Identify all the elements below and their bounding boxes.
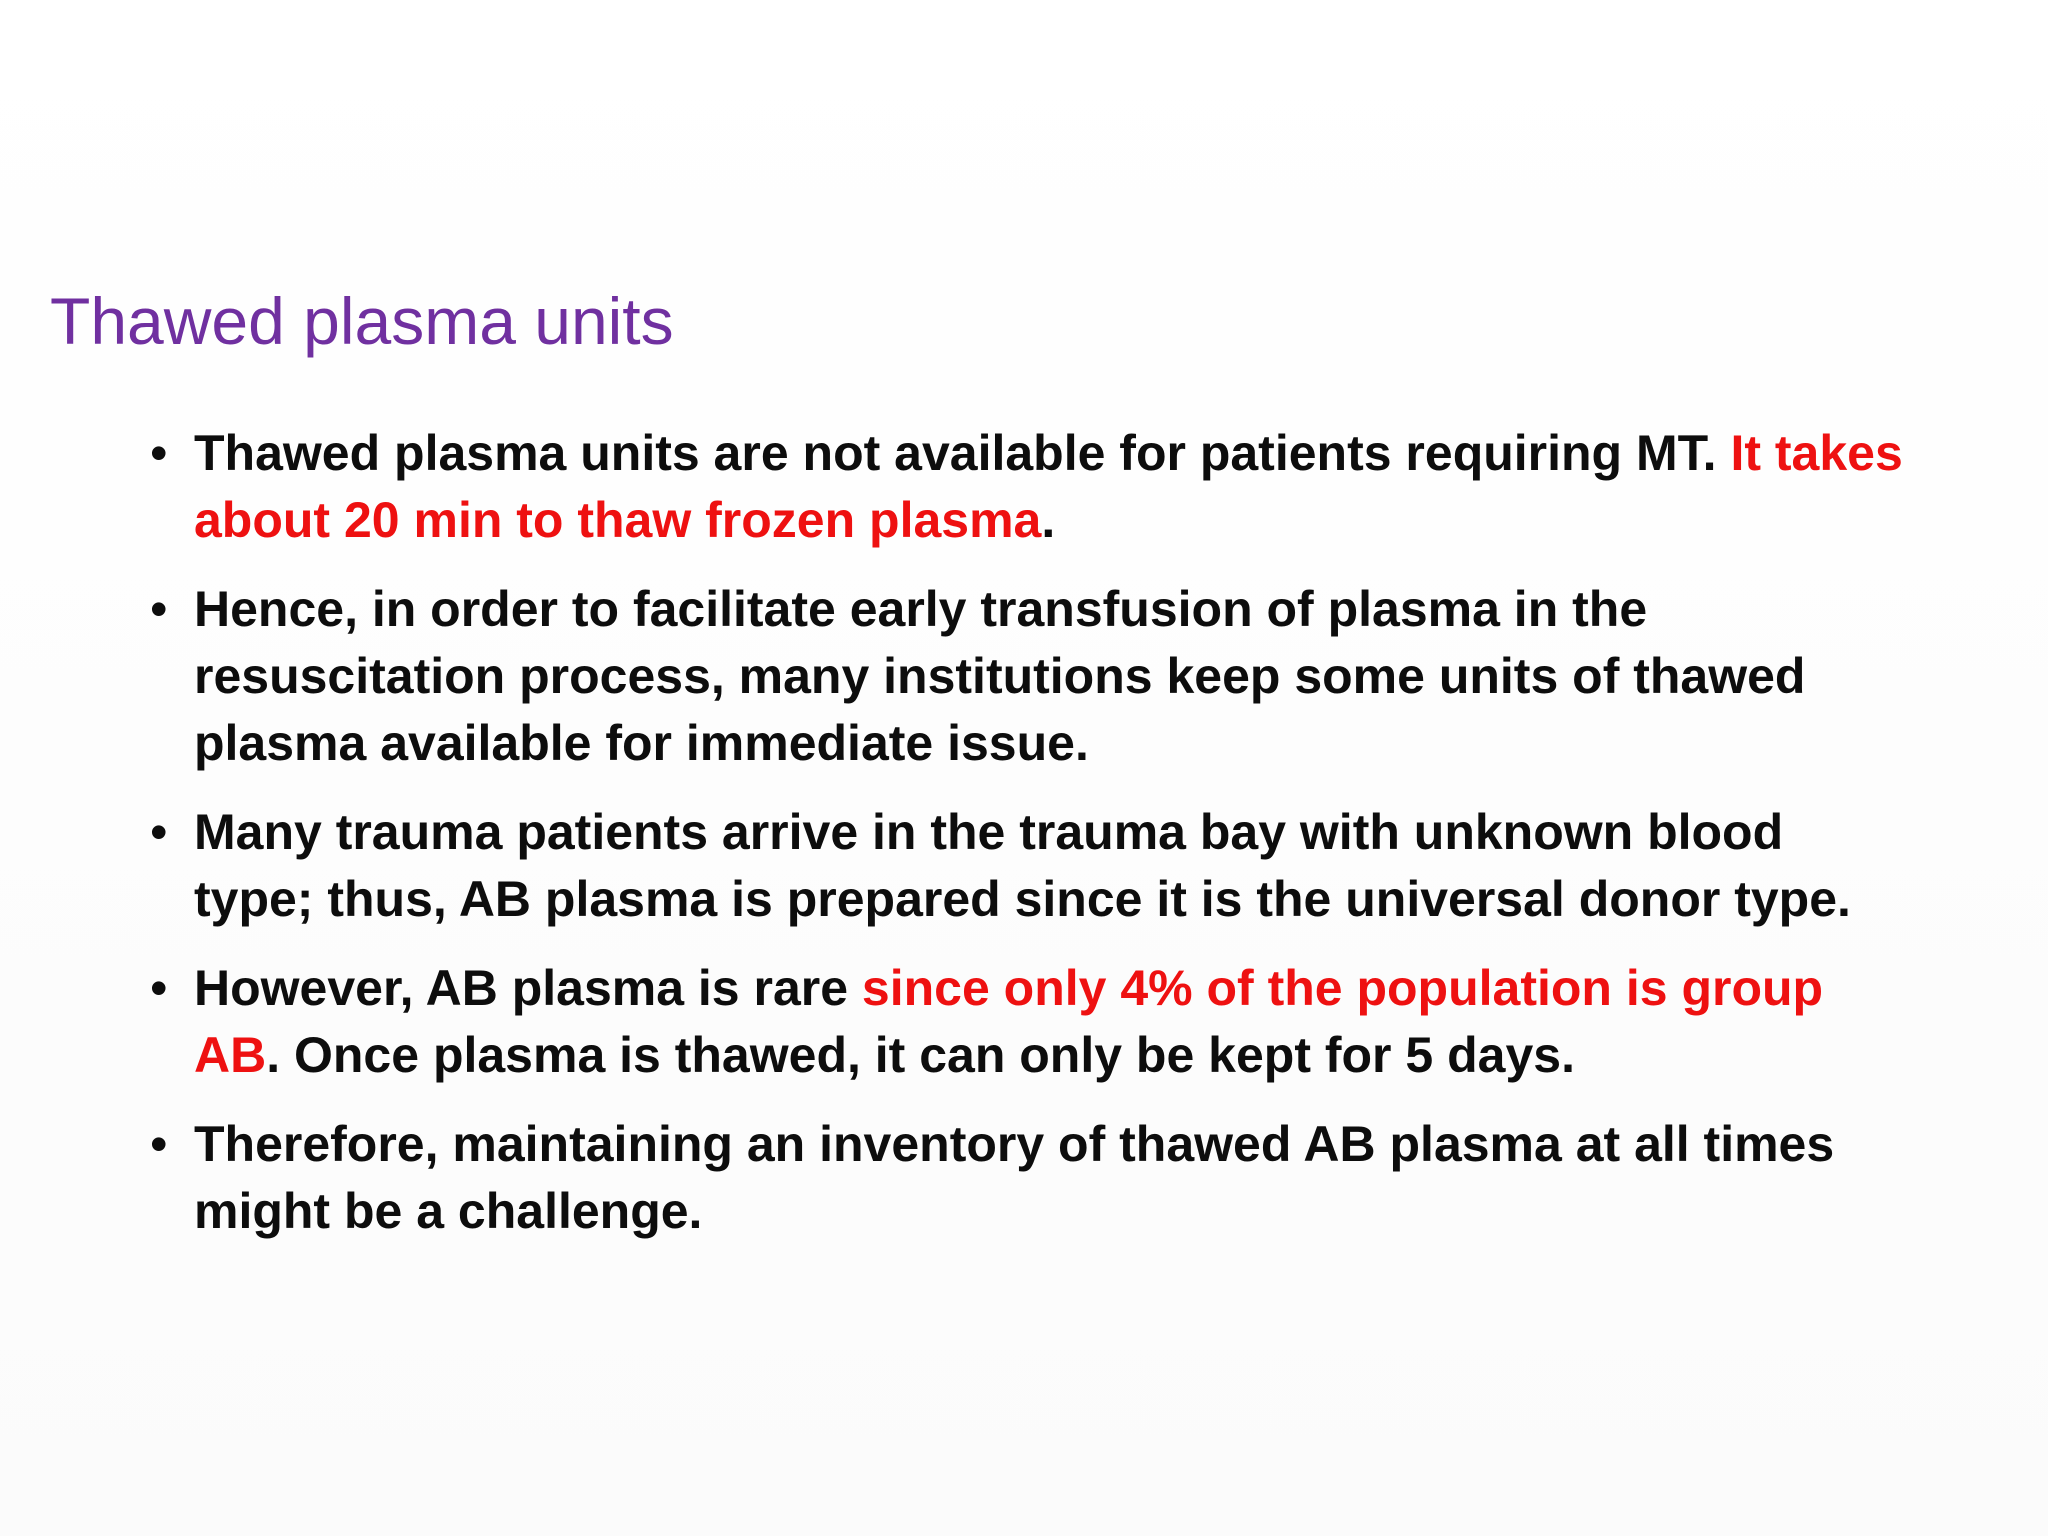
bullet-dot-icon: • [150, 425, 168, 481]
bullet-item [150, 1111, 1910, 1245]
bullet-text-end: . [1041, 492, 1056, 548]
bullet-text: Thawed plasma units are not available for patients requiring MT. [194, 425, 1731, 481]
bullet-dot-icon: • [150, 960, 168, 1016]
bullet-text-end: . Once plasma is thawed, it can only be kept for 5 days. [266, 1027, 1575, 1083]
bullet-item [150, 576, 1910, 777]
bullet-text: Many trauma patients arrive in the trauma bay with unknown blood type; thus, AB plasma is prepared since it is the universal donor type. [194, 804, 1851, 927]
bullet-text: Hence, in order to facilitate early transfusion of plasma in the resuscitation process, many institutions keep some units of thawed plasma available for immediate issue. [194, 581, 1806, 771]
bullet-item [150, 799, 1910, 933]
bullet-text: However, AB plasma is rare [194, 960, 862, 1016]
bullet-item [150, 420, 1910, 554]
bullet-emphasis-text: since only 4% of the population is group AB [194, 960, 1824, 1083]
bullet-dot-icon: • [150, 804, 168, 860]
bullet-dot-icon: • [150, 1116, 168, 1172]
slide-title: Thawed plasma units [50, 284, 674, 358]
bullet-dot-icon: • [150, 581, 168, 637]
bullet-item [150, 955, 1910, 1089]
bullet-emphasis-text: It takes about 20 min to thaw frozen plasma [194, 425, 1903, 548]
bullet-list [150, 420, 1910, 1267]
bullet-text: Therefore, maintaining an inventory of thawed AB plasma at all times might be a challenge. [194, 1116, 1835, 1239]
